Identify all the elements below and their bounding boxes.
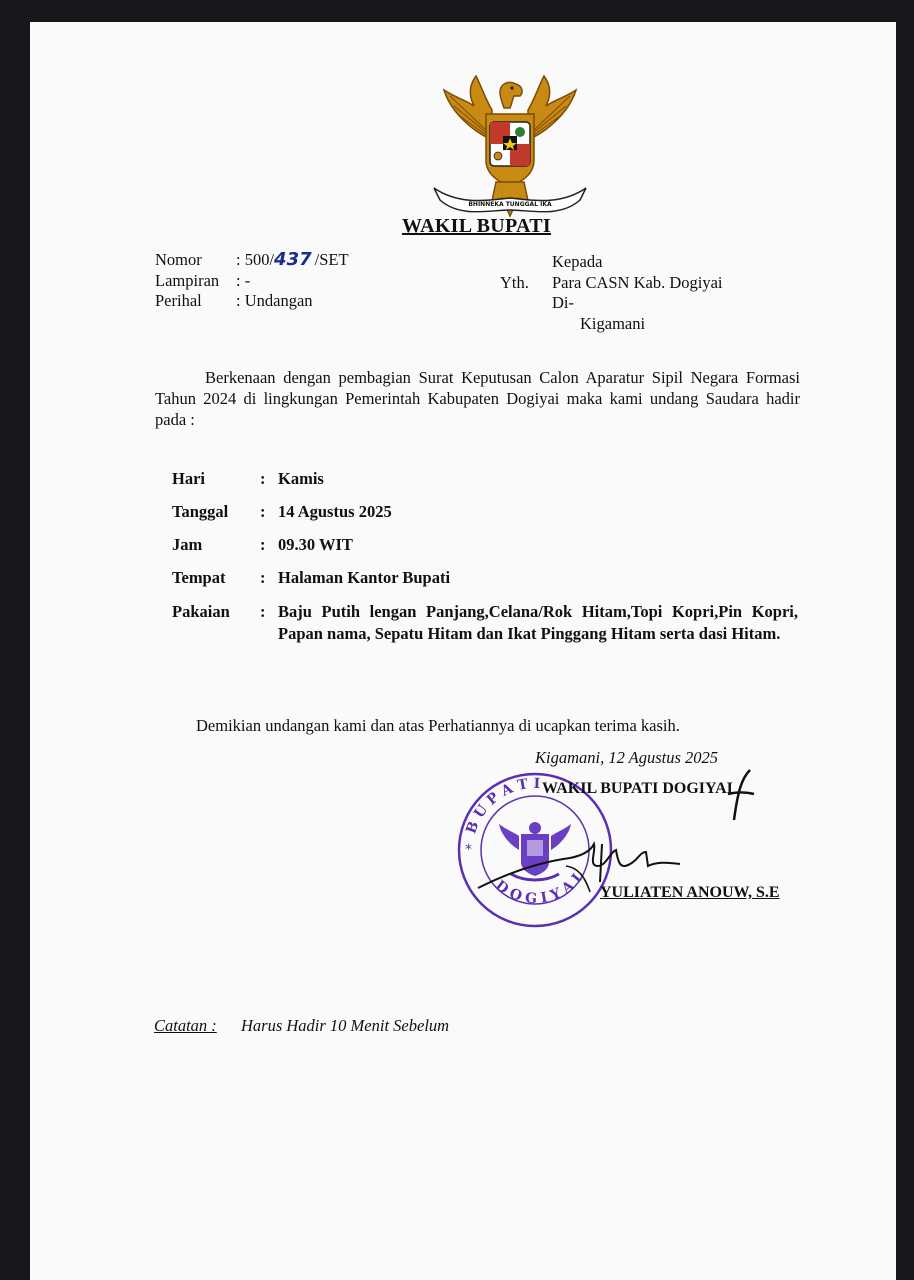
- recipient-di: Di-: [552, 293, 574, 312]
- signature-place-date: Kigamani, 12 Agustus 2025: [535, 748, 719, 767]
- recipient-kepada: Kepada: [552, 252, 603, 271]
- detail-colon: :: [260, 469, 266, 488]
- nomor-prefix: : 500/: [236, 250, 275, 269]
- detail-label-tanggal: Tanggal: [172, 502, 229, 521]
- nomor-suffix: /SET: [314, 250, 349, 269]
- closing-sentence: Demikian undangan kami dan atas Perhatiannya di ucapkan terima kasih.: [196, 716, 680, 735]
- detail-label-jam: Jam: [172, 535, 203, 554]
- emblem-motto: BHINNEKA TUNGGAL IKA: [468, 201, 552, 208]
- recipient-place: Kigamani: [580, 314, 646, 333]
- svg-text:*: *: [465, 842, 472, 858]
- note-text: Harus Hadir 10 Menit Sebelum: [241, 1016, 450, 1035]
- detail-value-jam: 09.30 WIT: [278, 535, 353, 554]
- detail-colon: :: [260, 568, 266, 587]
- perihal-label: Perihal: [155, 291, 202, 310]
- nomor-handwritten-number: 437: [274, 249, 312, 270]
- detail-colon: :: [260, 502, 266, 521]
- detail-label-tempat: Tempat: [172, 568, 226, 587]
- detail-colon: :: [260, 602, 266, 621]
- signature-position: WAKIL BUPATI DOGIYAI: [542, 780, 733, 797]
- recipient-yth: Yth.: [500, 273, 529, 292]
- recipient-name: Para CASN Kab. Dogiyai: [552, 273, 723, 292]
- perihal-value: : Undangan: [236, 291, 313, 310]
- detail-value-tanggal: 14 Agustus 2025: [278, 502, 392, 521]
- nomor-value: [236, 250, 349, 270]
- detail-label-hari: Hari: [172, 469, 205, 488]
- stamp-top-text: B U P A T I: [463, 775, 541, 836]
- stamp-bottom-text: D O G I Y A I: [492, 871, 586, 908]
- letter-title: WAKIL BUPATI: [402, 215, 552, 237]
- detail-label-pakaian: Pakaian: [172, 602, 230, 621]
- nomor-label: Nomor: [155, 250, 202, 269]
- garuda-emblem-icon: [430, 70, 590, 226]
- opening-paragraph: [155, 367, 800, 430]
- detail-value-tempat: Halaman Kantor Bupati: [278, 568, 451, 587]
- letter-page: [30, 22, 896, 1280]
- opening-paragraph-text: Berkenaan dengan pembagian Surat Keputusan Calon Aparatur Sipil Negara Formasi Tahun 2024 di lingkungan Pemerintah Kabupaten Dogiyai maka kami undang Saudara hadir pada :: [155, 368, 800, 429]
- lampiran-value: : -: [236, 271, 251, 290]
- lampiran-label: Lampiran: [155, 271, 220, 290]
- signatory-name: YULIATEN ANOUW, S.E: [600, 884, 780, 901]
- note-label: Catatan :: [154, 1016, 217, 1035]
- detail-value-hari: Kamis: [278, 469, 324, 488]
- initial-mark-icon: [720, 764, 760, 824]
- detail-value-pakaian: Baju Putih lengan Panjang,Celana/Rok Hitam,Topi Kopri,Pin Kopri, Papan nama, Sepatu Hitam dan Ikat Pinggang Hitam serta dasi Hitam.: [278, 602, 798, 643]
- detail-colon: :: [260, 535, 266, 554]
